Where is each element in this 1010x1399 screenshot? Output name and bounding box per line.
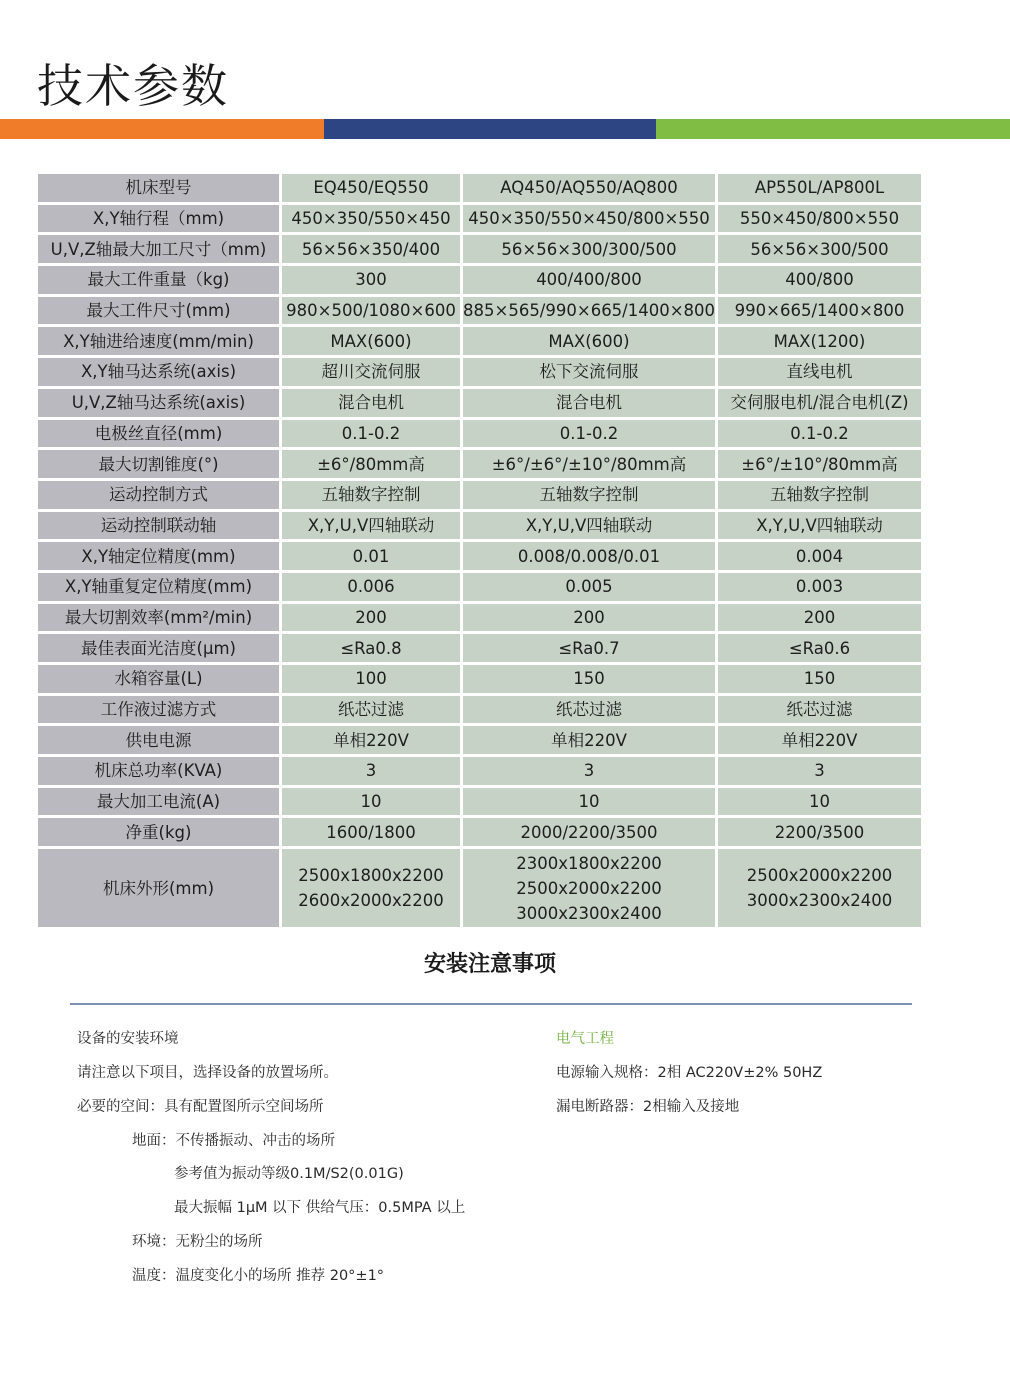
spec-value: 直线电机	[718, 358, 921, 386]
spec-row	[38, 512, 921, 540]
spec-value: ±6°/80mm高	[282, 450, 460, 478]
spec-row	[38, 788, 921, 816]
spec-value	[718, 849, 921, 927]
spec-row	[38, 542, 921, 570]
spec-value-line: 3000x2300x2400	[516, 903, 662, 923]
spec-value-line: 2300x1800x2200	[516, 853, 662, 873]
spec-value: 100	[282, 665, 460, 693]
spec-value: 400/400/800	[463, 266, 715, 294]
spec-label: X,Y轴行程（mm)	[38, 205, 279, 233]
spec-value-line: 2500x1800x2200	[298, 866, 444, 886]
spec-label: X,Y轴重复定位精度(mm)	[38, 573, 279, 601]
spec-row	[38, 266, 921, 294]
spec-value: 单相220V	[463, 726, 715, 754]
electrical-note: 电源输入规格：2相 AC220V±2% 50HZ	[556, 1065, 823, 1081]
spec-row	[38, 174, 921, 202]
spec-label: 最大切割效率(mm²/min)	[38, 604, 279, 632]
spec-label: 净重(kg)	[38, 818, 279, 846]
install-note: 环境：无粉尘的场所	[132, 1234, 263, 1250]
install-note: 设备的安装环境	[77, 1031, 179, 1047]
spec-row	[38, 634, 921, 662]
spec-row	[38, 297, 921, 325]
spec-value: 10	[282, 788, 460, 816]
spec-value: 纸芯过滤	[463, 696, 715, 724]
install-note: 温度：温度变化小的场所 推荐 20°±1°	[132, 1268, 385, 1284]
spec-row	[38, 450, 921, 478]
spec-value: 单相220V	[718, 726, 921, 754]
spec-value: 2000/2200/3500	[463, 818, 715, 846]
spec-label: 工作液过滤方式	[38, 696, 279, 724]
spec-label: 最大工件尺寸(mm)	[38, 297, 279, 325]
spec-value: 0.01	[282, 542, 460, 570]
spec-value: EQ450/EQ550	[282, 174, 460, 202]
spec-value: 980×500/1080×600	[282, 297, 460, 325]
spec-value: X,Y,U,V四轴联动	[463, 512, 715, 540]
spec-row	[38, 205, 921, 233]
install-title: 安装注意事项	[423, 952, 556, 977]
spec-value: 五轴数字控制	[463, 481, 715, 509]
spec-value: 550×450/800×550	[718, 205, 921, 233]
spec-label: 机床型号	[38, 174, 279, 202]
spec-value	[282, 849, 460, 927]
spec-label: U,V,Z轴马达系统(axis)	[38, 389, 279, 417]
spec-value: 56×56×300/500	[718, 235, 921, 263]
spec-value: 400/800	[718, 266, 921, 294]
spec-value: 450×350/550×450	[282, 205, 460, 233]
spec-label: 运动控制联动轴	[38, 512, 279, 540]
install-divider	[70, 1003, 912, 1005]
spec-label: 机床外形(mm)	[38, 849, 279, 927]
install-note: 最大振幅 1μM 以下 供给气压：0.5MPA 以上	[174, 1200, 466, 1216]
spec-row	[38, 327, 921, 355]
spec-value: 五轴数字控制	[282, 481, 460, 509]
spec-label: 最佳表面光洁度(μm)	[38, 634, 279, 662]
spec-label: X,Y轴进给速度(mm/min)	[38, 327, 279, 355]
spec-value: 0.006	[282, 573, 460, 601]
install-note: 必要的空间：具有配置图所示空间场所	[77, 1099, 324, 1115]
spec-value: 纸芯过滤	[718, 696, 921, 724]
spec-row	[38, 726, 921, 754]
spec-value: 3	[718, 757, 921, 785]
spec-value: 单相220V	[282, 726, 460, 754]
blue-stripe	[324, 119, 656, 139]
spec-value	[463, 849, 715, 927]
spec-value: 0.005	[463, 573, 715, 601]
spec-value: 200	[718, 604, 921, 632]
spec-value: MAX(1200)	[718, 327, 921, 355]
spec-label: 供电电源	[38, 726, 279, 754]
spec-label: X,Y轴马达系统(axis)	[38, 358, 279, 386]
spec-row	[38, 757, 921, 785]
spec-value: 0.1-0.2	[282, 420, 460, 448]
spec-row	[38, 358, 921, 386]
spec-table	[35, 171, 924, 930]
spec-value: 2200/3500	[718, 818, 921, 846]
spec-table-body	[38, 174, 921, 927]
spec-row	[38, 696, 921, 724]
spec-label: 水箱容量(L)	[38, 665, 279, 693]
spec-value-line: 2500x2000x2200	[746, 866, 893, 886]
spec-value: 超川交流伺服	[282, 358, 460, 386]
spec-value: 纸芯过滤	[282, 696, 460, 724]
spec-value: X,Y,U,V四轴联动	[718, 512, 921, 540]
spec-value: 150	[718, 665, 921, 693]
spec-value: 混合电机	[463, 389, 715, 417]
spec-value: MAX(600)	[282, 327, 460, 355]
spec-value-line: 3000x2300x2400	[746, 891, 893, 911]
spec-label: 最大加工电流(A)	[38, 788, 279, 816]
spec-label: 最大工件重量（kg)	[38, 266, 279, 294]
spec-value: 0.008/0.008/0.01	[463, 542, 715, 570]
install-note: 参考值为振动等级0.1M/S2(0.01G)	[174, 1166, 404, 1182]
install-note: 地面：不传播振动、冲击的场所	[132, 1133, 335, 1149]
spec-value: 10	[718, 788, 921, 816]
spec-value: 56×56×350/400	[282, 235, 460, 263]
spec-label: 电极丝直径(mm)	[38, 420, 279, 448]
spec-row	[38, 420, 921, 448]
spec-value: AP550L/AP800L	[718, 174, 921, 202]
spec-value: 1600/1800	[282, 818, 460, 846]
spec-row	[38, 604, 921, 632]
spec-value: 松下交流伺服	[463, 358, 715, 386]
spec-value: 200	[282, 604, 460, 632]
spec-label: 机床总功率(KVA)	[38, 757, 279, 785]
spec-row	[38, 389, 921, 417]
spec-value-line: 2600x2000x2200	[298, 891, 444, 911]
spec-value: 450×350/550×450/800×550	[463, 205, 715, 233]
spec-value: 885×565/990×665/1400×800	[463, 297, 715, 325]
spec-value: 五轴数字控制	[718, 481, 921, 509]
orange-stripe	[0, 119, 324, 139]
spec-value: 200	[463, 604, 715, 632]
spec-value: 150	[463, 665, 715, 693]
install-note: 请注意以下项目，选择设备的放置场所。	[77, 1065, 338, 1081]
electrical-note: 漏电断路器：2相输入及接地	[556, 1099, 740, 1115]
spec-value: X,Y,U,V四轴联动	[282, 512, 460, 540]
spec-value: 交伺服电机/混合电机(Z)	[718, 389, 921, 417]
spec-value: 0.004	[718, 542, 921, 570]
spec-label: 最大切割锥度(°)	[38, 450, 279, 478]
spec-value: ≤Ra0.7	[463, 634, 715, 662]
spec-value: 10	[463, 788, 715, 816]
spec-value: ±6°/±6°/±10°/80mm高	[463, 450, 715, 478]
spec-row	[38, 665, 921, 693]
spec-value: 0.003	[718, 573, 921, 601]
spec-value: 混合电机	[282, 389, 460, 417]
spec-label: 运动控制方式	[38, 481, 279, 509]
spec-label: U,V,Z轴最大加工尺寸（mm)	[38, 235, 279, 263]
spec-row	[38, 235, 921, 263]
spec-label: X,Y轴定位精度(mm)	[38, 542, 279, 570]
spec-value: 990×665/1400×800	[718, 297, 921, 325]
spec-value: ≤Ra0.6	[718, 634, 921, 662]
spec-value: 300	[282, 266, 460, 294]
electrical-heading: 电气工程	[556, 1031, 614, 1047]
page-title: 技术参数	[37, 59, 229, 113]
spec-value: 0.1-0.2	[718, 420, 921, 448]
spec-value: 0.1-0.2	[463, 420, 715, 448]
spec-value: MAX(600)	[463, 327, 715, 355]
spec-value: 3	[282, 757, 460, 785]
spec-value: AQ450/AQ550/AQ800	[463, 174, 715, 202]
spec-row	[38, 849, 921, 927]
green-stripe	[656, 119, 1010, 139]
spec-value-line: 2500x2000x2200	[516, 878, 662, 898]
spec-row	[38, 481, 921, 509]
spec-row	[38, 818, 921, 846]
spec-value: 3	[463, 757, 715, 785]
spec-row	[38, 573, 921, 601]
spec-value: ≤Ra0.8	[282, 634, 460, 662]
spec-value: ±6°/±10°/80mm高	[718, 450, 921, 478]
spec-value: 56×56×300/300/500	[463, 235, 715, 263]
